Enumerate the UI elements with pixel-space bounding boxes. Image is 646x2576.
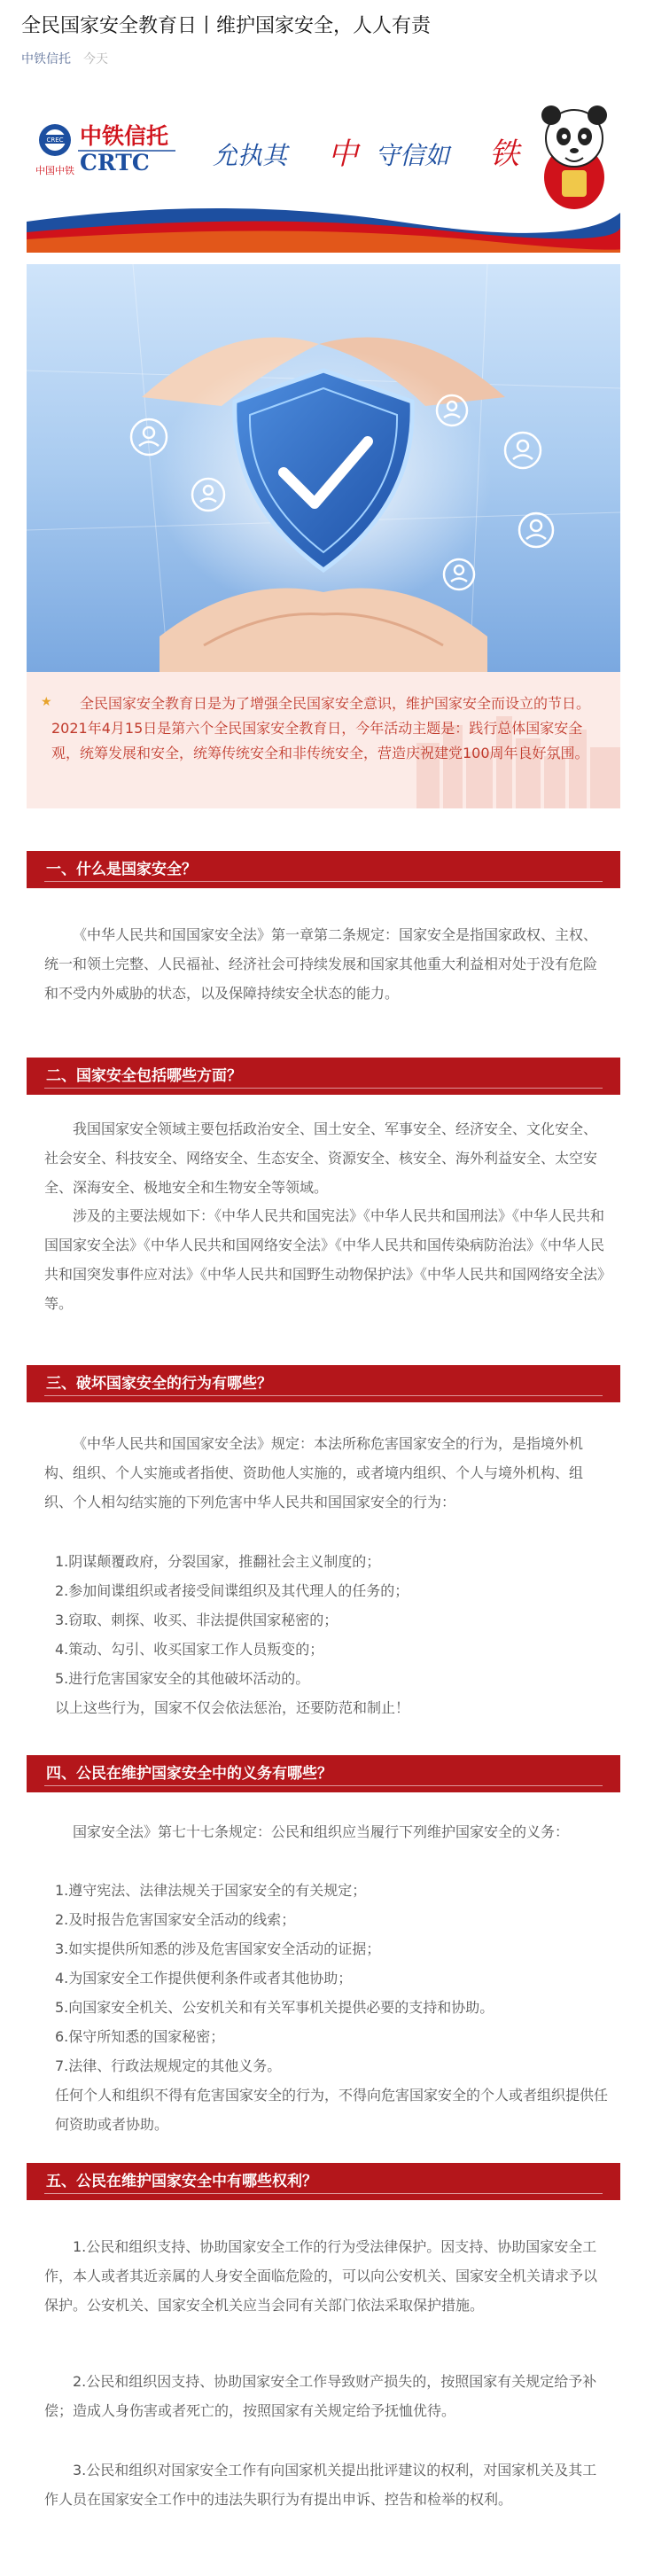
author-link[interactable]: 中铁信托 (21, 52, 71, 66)
section-underline (44, 881, 603, 882)
article-title: 全民国家安全教育日丨维护国家安全，人人有责 (21, 15, 432, 37)
slogan-part-3: 守信如 (375, 141, 450, 170)
paragraph: 国家安全法》第七十七条规定：公民和组织应当履行下列维护国家安全的义务： (73, 1823, 570, 1840)
list-item: 3.如实提供所知悉的涉及危害国家安全活动的证据； (55, 1940, 381, 1957)
publish-date: 今天 (83, 52, 108, 66)
paragraph: 涉及的主要法规如下：《中华人民共和国宪法》《中华人民共和国刑法》《中华人民共和国国家安全法》《中华人民共和国网络安全法》《中华人民共和国传染病防治法》《中华人民共和国突发事件应对法》《中华人民共和国野生动物保护法》《中华人民共和国网络安全法》等。 (44, 1207, 605, 1312)
section-header-1 (27, 851, 620, 888)
paragraph: 1.公民和组织支持、协助国家安全工作的行为受法律保护。因支持、协助国家安全工作，本人或者其近亲属的人身安全面临危险的，可以向公安机关、国家安全机关请求予以保护。公安机关、国家安全机关应当会同有关部门依法采取保护措施。 (44, 2238, 598, 2314)
list-item: 任何个人和组织不得有危害国家安全的行为，不得向危害国家安全的个人或者组织提供任何资助或者协助。 (55, 2087, 609, 2133)
paragraph: 3.公民和组织对国家安全工作有向国家机关提出批评建议的权利，对国家机关及其工作人员在国家安全工作中的违法失职行为有提出申诉、控告和检举的权利。 (44, 2462, 597, 2508)
section-title: 一、什么是国家安全？ (46, 861, 197, 878)
intro-box (27, 672, 620, 808)
logo-badge-text: CREC (46, 137, 64, 144)
section-underline (44, 1785, 603, 1786)
list-item: 2.参加间谍组织或者接受间谍组织及其代理人的任务的； (55, 1582, 409, 1599)
section-header-5 (27, 2163, 620, 2200)
hero-image (27, 264, 620, 672)
list-item: 2.及时报告危害国家安全活动的线索； (55, 1911, 296, 1928)
slogan-part-1: 允执其 (213, 141, 288, 170)
banner-art (27, 89, 620, 253)
panda-mascot-icon (541, 105, 607, 209)
section-title: 三、破坏国家安全的行为有哪些？ (46, 1375, 272, 1393)
section-header-2 (27, 1058, 620, 1095)
list-item: 6.保守所知悉的国家秘密； (55, 2028, 225, 2045)
paragraph: 我国国家安全领域主要包括政治安全、国土安全、军事安全、经济安全、文化安全、社会安全、科技安全、网络安全、生态安全、资源安全、核安全、海外利益安全、太空安全、深海安全、极地安全和生物安全等领域。 (44, 1120, 598, 1196)
star-icon: ★ (41, 695, 52, 709)
section-title: 五、公民在维护国家安全中有哪些权利？ (46, 2173, 317, 2190)
section-header-3 (27, 1365, 620, 1402)
article-meta (21, 50, 108, 67)
slogan-part-4: 铁 (489, 137, 519, 172)
list-item: 1.遵守宪法、法律法规关于国家安全的有关规定； (55, 1882, 367, 1899)
duty-list (44, 1876, 608, 2139)
logo-en-text: CRTC (80, 150, 150, 176)
section-title: 二、国家安全包括哪些方面？ (46, 1067, 242, 1085)
section-underline (44, 2193, 603, 2194)
slogan-part-2: 中 (328, 137, 358, 172)
paragraph: 《中华人民共和国国家安全法》规定：本法所称危害国家安全的行为，是指境外机构、组织、个人实施或者指使、资助他人实施的，或者境内组织、个人与境外机构、组织、个人相勾结实施的下列危害中华人民共和国国家安全的行为： (44, 1435, 584, 1510)
list-item: 7.法律、行政法规规定的其他义务。 (55, 2057, 282, 2074)
header-banner (27, 89, 620, 253)
list-item: 3.窃取、刺探、收买、非法提供国家秘密的； (55, 1612, 339, 1628)
list-item: 5.向国家安全机关、公安机关和有关军事机关提供必要的支持和协助。 (55, 1999, 494, 2016)
list-item: 1.阴谋颠覆政府，分裂国家，推翻社会主义制度的； (55, 1553, 381, 1570)
security-shield-illustration (27, 264, 620, 672)
section-underline (44, 1088, 603, 1089)
list-item: 4.为国家安全工作提供便利条件或者其他协助； (55, 1970, 353, 1987)
logo-sub-text: 中国中铁 (35, 165, 74, 176)
paragraph: 2.公民和组织因支持、协助国家安全工作导致财产损失的，按照国家有关规定给予补偿；造成人身伤害或者死亡的，按照国家有关规定给予抚恤优待。 (44, 2373, 597, 2419)
list-item: 4.策动、勾引、收买国家工作人员叛变的； (55, 1641, 324, 1658)
section-header-4 (27, 1755, 620, 1792)
slogan (213, 137, 522, 172)
paragraph: 《中华人民共和国国家安全法》第一章第二条规定：国家安全是指国家政权、主权、统一和领土完整、人民福祉、经济社会可持续发展和国家其他重大利益相对处于没有危险和不受内外威胁的状态，以及保障持续安全状态的能力。 (44, 926, 598, 1002)
list-item: 以上这些行为，国家不仅会依法惩治，还要防范和制止！ (55, 1699, 410, 1716)
crec-logo-icon (39, 124, 71, 156)
intro-text: 全民国家安全教育日是为了增强全民国家安全意识，维护国家安全而设立的节日。2021年4月15日是第六个全民国家安全教育日，今年活动主题是：践行总体国家安全观，统筹发展和安全，统筹传统安全和非传统安全，营造庆祝建党100周年良好氛围。 (51, 695, 591, 761)
section-title: 四、公民在维护国家安全中的义务有哪些？ (46, 1765, 332, 1783)
logo-cn-text: 中铁信托 (80, 123, 169, 149)
list-item: 5.进行危害国家安全的其他破坏活动的。 (55, 1670, 310, 1687)
section-underline (44, 1395, 603, 1396)
violation-list (44, 1547, 608, 1722)
